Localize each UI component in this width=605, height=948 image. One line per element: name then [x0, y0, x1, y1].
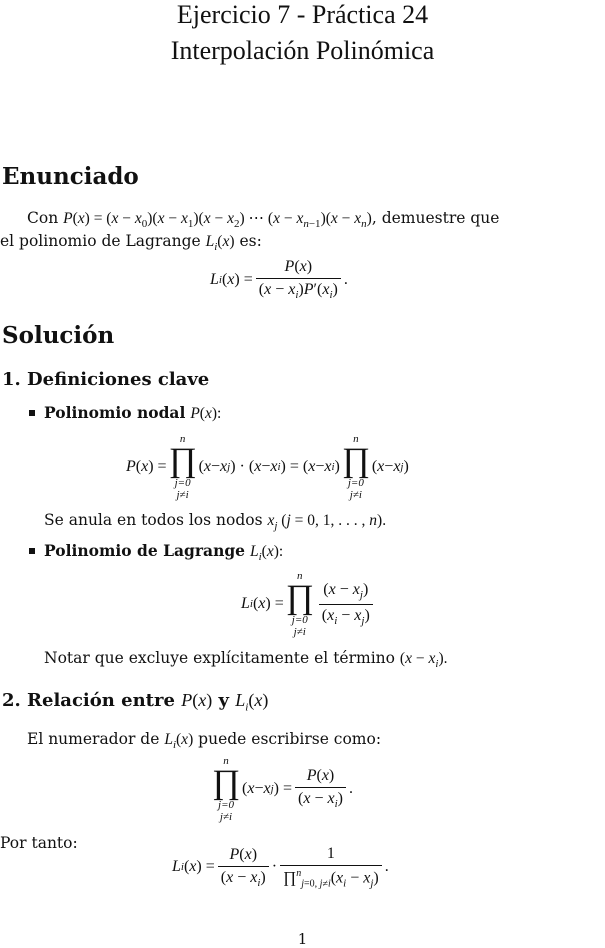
heading-enunciado: Enunciado [2, 163, 139, 190]
item-polinomio-lagrange: Polinomio de Lagrange $L_i(x)$: [44, 541, 284, 564]
item-polinomio-nodal: Polinomio nodal P(x): [44, 403, 222, 422]
bullet-icon [29, 410, 35, 416]
bullet-icon [29, 548, 35, 554]
document-title-line1: Ejercicio 7 - Práctica 24 [176, 0, 429, 29]
equation-lagrange-def: L i ( x ) = n ∏ j=0 j≠i $\frac{(x - x_j)}{(x_i - x_j)}$ [241, 570, 376, 638]
statement-line2: el polinomio de Lagrange $L_i(x)$ es: [0, 232, 262, 254]
equation-numerador: n ∏ j=0 j≠i ( x − x j ) = $\frac{P(x)}{(x - x_i)}$ . [212, 755, 353, 823]
heading-solucion: Solución [2, 322, 115, 349]
document-title-line2: Interpolación Polinómica [170, 36, 435, 65]
text-por-tanto: Por tanto: [0, 834, 78, 852]
heading-definiciones: 1. Definiciones clave [2, 369, 210, 390]
equation-result: L i ( x ) = $\frac{P(x)}{(x - x_i)}$ · $\frac{1}{\prod^n_{j=0, j\ne i}(x_i - x_j)}$ . [172, 845, 389, 890]
page-number: 1 [297, 930, 308, 948]
note-lagrange: Notar que excluye explícitamente el término $(x - x_i)$. [44, 649, 448, 671]
equation-target: L i ( x ) = $\frac{P(x)}{(x - x_i)P'(x_i)}$ . [210, 258, 348, 302]
statement-line1: Con $P(x) = (x - x_0)(x - x_1)(x - x_2)$ ⋯ $(x - x_{n-1})(x - x_n)$, demuestre que [27, 209, 500, 231]
heading-relacion: 2. Relación entre P(x) y $L_i(x)$ [2, 690, 269, 714]
equation-nodal: P ( x ) = n ∏ j=0 j≠i ( x − x j ) · ( x − x i ) = ( x − x i ) n ∏ j=0 j≠i ( x − x j ) [126, 433, 409, 501]
intro-numerador: El numerador de $L_i(x)$ puede escribirse como: [27, 730, 382, 752]
note-nodal: Se anula en todos los nodos $x_j$ (j = 0, 1, . . . , n). [44, 511, 387, 533]
